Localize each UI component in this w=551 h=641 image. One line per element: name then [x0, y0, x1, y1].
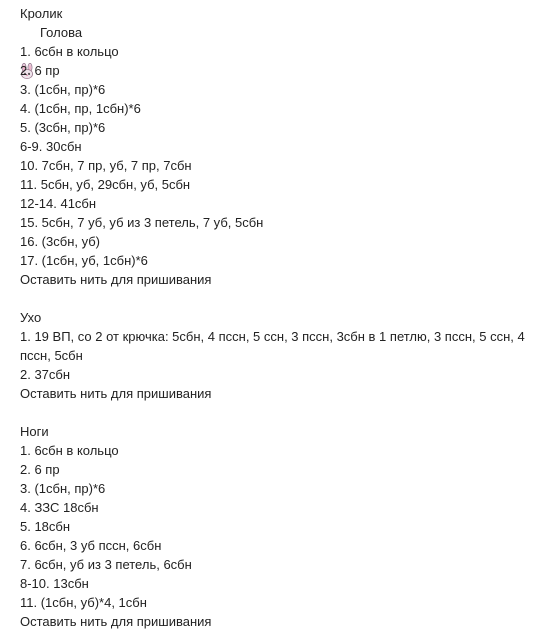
- head-step: 3. (1сбн, пр)*6: [20, 82, 106, 97]
- legs-heading: Ноги: [20, 424, 49, 439]
- head-heading: [20, 23, 543, 42]
- section-spacer: [20, 403, 543, 422]
- legs-step: 1. 6сбн в кольцо: [20, 443, 119, 458]
- head-step: 5. (3сбн, пр)*6: [20, 120, 106, 135]
- legs-step: 2. 6 пр: [20, 462, 60, 477]
- legs-step: 5. 18сбн: [20, 519, 71, 534]
- head-step: 15. 5сбн, 7 уб, уб из 3 петель, 7 уб, 5сбн: [20, 215, 264, 230]
- head-step: 4. (1сбн, пр, 1сбн)*6: [20, 101, 141, 116]
- ear-step: 1. 19 ВП, со 2 от крючка: 5сбн, 4 пссн, 5 ссн, 3 пссн, 3сбн в 1 петлю, 3 пссн, 5 ссн, 4 пссн, 5сбн: [20, 329, 529, 363]
- section-spacer: [20, 289, 543, 308]
- head-step: 2. 6 пр: [20, 63, 60, 78]
- head-step: 6-9. 30сбн: [20, 139, 82, 154]
- ear-step: 2. 37сбн: [20, 367, 71, 382]
- legs-step: 4. ЗЗС 18сбн: [20, 500, 99, 515]
- legs-step: 7. 6сбн, уб из 3 петель, 6сбн: [20, 557, 192, 572]
- post-title: Кролик: [20, 6, 63, 21]
- head-step: Оставить нить для пришивания: [20, 272, 212, 287]
- head-step: 12-14. 41сбн: [20, 196, 97, 211]
- head-step: 10. 7сбн, 7 пр, уб, 7 пр, 7сбн: [20, 158, 192, 173]
- legs-step: 3. (1сбн, пр)*6: [20, 481, 106, 496]
- head-step: 16. (3сбн, уб): [20, 234, 101, 249]
- legs-step: Оставить нить для пришивания: [20, 614, 212, 629]
- ear-step: Оставить нить для пришивания: [20, 386, 212, 401]
- rabbit-face-icon: [20, 25, 34, 41]
- ear-heading: Ухо: [20, 310, 42, 325]
- head-step: 17. (1сбн, уб, 1сбн)*6: [20, 253, 148, 268]
- legs-step: 6. 6сбн, 3 уб пссн, 6сбн: [20, 538, 162, 553]
- legs-step: 11. (1сбн, уб)*4, 1сбн: [20, 595, 147, 610]
- head-step: 1. 6сбн в кольцо: [20, 44, 119, 59]
- head-label: Голова: [40, 25, 83, 40]
- legs-step: 8-10. 13сбн: [20, 576, 89, 591]
- head-step: 11. 5сбн, уб, 29сбн, уб, 5сбн: [20, 177, 191, 192]
